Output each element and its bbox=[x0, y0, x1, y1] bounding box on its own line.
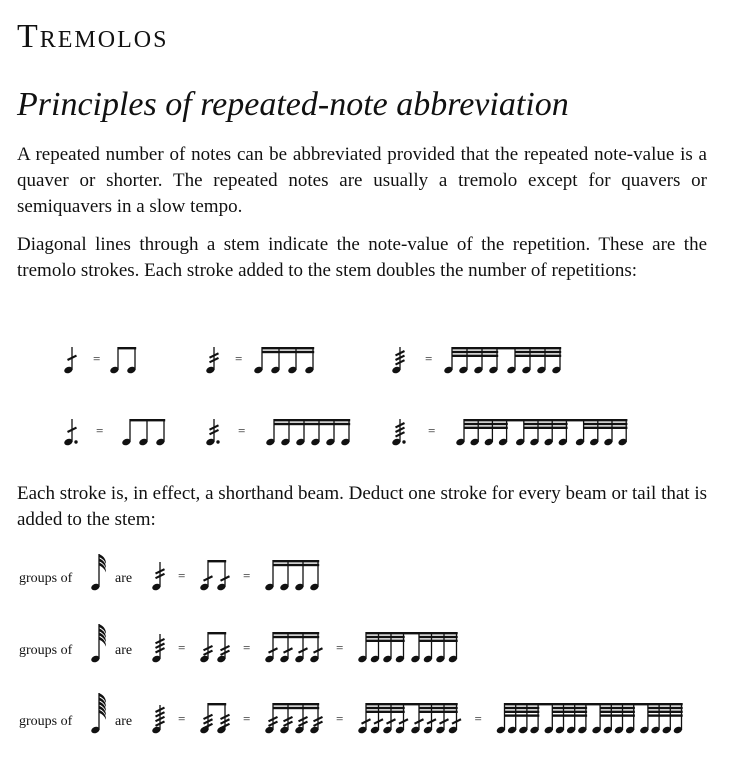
paragraph-shorthand: Each stroke is, in effect, a shorthand beam. Deduct one stroke for every beam or tail that is added to the stem: bbox=[17, 483, 707, 530]
are-label: are bbox=[115, 643, 133, 658]
equals-sign: = bbox=[336, 711, 344, 726]
beamed-group bbox=[264, 632, 322, 663]
tremolo-note bbox=[151, 705, 164, 734]
beamed-group bbox=[199, 703, 229, 734]
equals-sign: = bbox=[93, 351, 101, 366]
beamed-group bbox=[253, 347, 314, 374]
equals-sign: = bbox=[178, 640, 186, 655]
beamed-group bbox=[109, 347, 136, 374]
equals-sign: = bbox=[428, 423, 436, 438]
are-label: are bbox=[115, 571, 133, 586]
beamed-group bbox=[357, 632, 458, 663]
tremolo-note bbox=[63, 347, 76, 374]
beamed-group bbox=[496, 703, 683, 734]
equals-sign: = bbox=[238, 423, 246, 438]
section-subheading: Principles of repeated-note abbreviation bbox=[17, 86, 569, 123]
flag-note bbox=[90, 693, 106, 734]
beamed-group bbox=[199, 560, 229, 591]
equals-sign: = bbox=[243, 568, 251, 583]
are-label: are bbox=[115, 714, 133, 729]
beamed-group bbox=[264, 560, 319, 591]
beamed-group bbox=[121, 419, 165, 446]
flag-note bbox=[90, 624, 106, 663]
beamed-group bbox=[265, 419, 350, 446]
beamed-group bbox=[357, 703, 461, 734]
tremolo-note bbox=[391, 419, 405, 446]
equals-sign: = bbox=[474, 711, 482, 726]
flag-note bbox=[90, 554, 106, 591]
tremolo-note bbox=[391, 347, 404, 374]
groups-of-label: groups of bbox=[19, 571, 73, 586]
equals-sign: = bbox=[235, 351, 243, 366]
beamed-group bbox=[264, 703, 322, 734]
equals-sign: = bbox=[425, 351, 433, 366]
beamed-group bbox=[443, 347, 561, 374]
equals-sign: = bbox=[178, 568, 186, 583]
tremolo-note bbox=[205, 347, 218, 374]
groups-of-label: groups of bbox=[19, 714, 73, 729]
tremolo-note bbox=[205, 419, 219, 446]
equals-sign: = bbox=[336, 640, 344, 655]
tremolo-note bbox=[63, 419, 77, 446]
beamed-group bbox=[199, 632, 229, 663]
equals-sign: = bbox=[178, 711, 186, 726]
paragraph-intro: A repeated number of notes can be abbreviated provided that the repeated note-value is a quaver or shorter. The repeated notes are usually a tremolo except for quavers or semiquavers in a slow tempo. bbox=[17, 144, 707, 217]
equals-sign: = bbox=[96, 423, 104, 438]
tremolo-note bbox=[151, 634, 164, 663]
page-heading: Tremolos bbox=[17, 18, 169, 55]
equals-sign: = bbox=[243, 640, 251, 655]
equals-sign: = bbox=[243, 711, 251, 726]
beamed-group bbox=[455, 419, 627, 446]
tremolo-note bbox=[151, 562, 164, 591]
paragraph-strokes: Diagonal lines through a stem indicate the note-value of the repetition. These are the tremolo strokes. Each stroke added to the stem doubles the number of repetitions: bbox=[17, 234, 707, 281]
groups-of-label: groups of bbox=[19, 643, 73, 658]
